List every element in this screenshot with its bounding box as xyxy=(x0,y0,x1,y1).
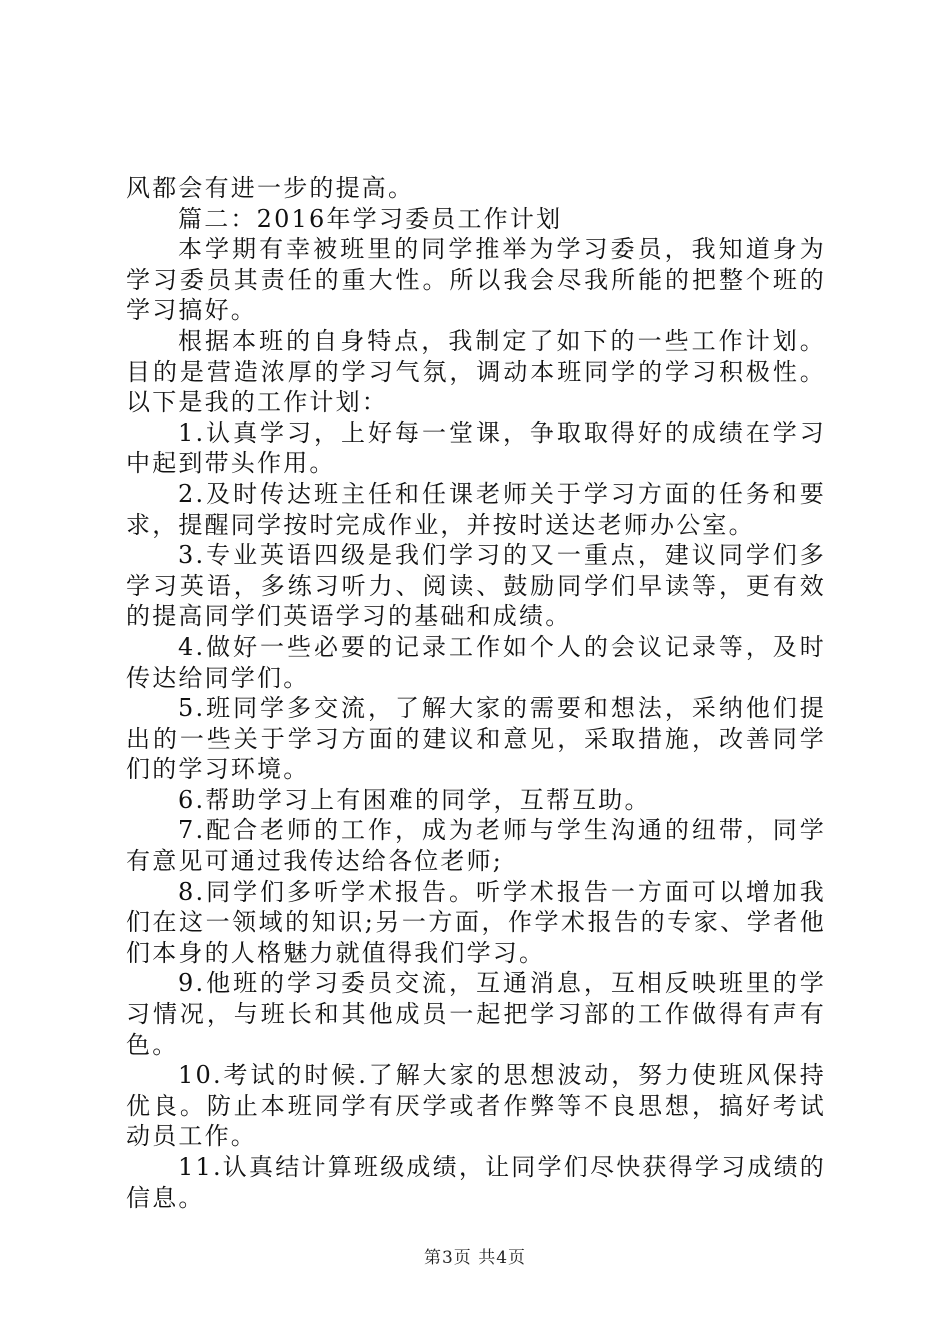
list-item-10: 10.考试的时候.了解大家的思想波动，努力使班风保持优良。防止本班同学有厌学或者作弊等不良思想，搞好考试动员工作。 xyxy=(126,1061,826,1151)
list-item-11: 11.认真结计算班级成绩，让同学们尽快获得学习成绩的信息。 xyxy=(126,1153,826,1212)
list-item-1: 1.认真学习，上好每一堂课，争取取得好的成绩在学习中起到带头作用。 xyxy=(126,418,826,478)
paragraph-continuation: 风都会有进一步的提高。 xyxy=(126,174,415,202)
list-item-2: 2.及时传达班主任和任课老师关于学习方面的任务和要求，提醒同学按时完成作业，并按时送达老师办公室。 xyxy=(126,479,826,539)
list-item-5: 5.班同学多交流，了解大家的需要和想法，采纳他们提出的一些关于学习方面的建议和意见，采取措施，改善同学们的学习环境。 xyxy=(126,694,826,784)
page-number-footer: 第3页 共4页 xyxy=(423,1248,527,1268)
document-body xyxy=(126,173,826,1213)
list-item-8: 8.同学们多听学术报告。听学术报告一方面可以增加我们在这一领域的知识;另一方面，作学术报告的专家、学者他们本身的人格魅力就值得我们学习。 xyxy=(126,877,826,967)
paragraph-intro: 本学期有幸被班里的同学推举为学习委员，我知道身为学习委员其责任的重大性。所以我会尽我所能的把整个班的学习搞好。 xyxy=(126,235,826,325)
list-item-7: 7.配合老师的工作，成为老师与学生沟通的纽带，同学有意见可通过我传达给各位老师; xyxy=(126,816,826,876)
list-item-4: 4.做好一些必要的记录工作如个人的会议记录等，及时传达给同学们。 xyxy=(126,632,826,692)
list-item-6: 6.帮助学习上有困难的同学，互帮互助。 xyxy=(178,785,651,814)
list-item-3: 3.专业英语四级是我们学习的又一重点，建议同学们多学习英语，多练习听力、阅读、鼓励同学们早读等，更有效的提高同学们英语学习的基础和成绩。 xyxy=(126,541,826,631)
paragraph-plan-purpose: 根据本班的自身特点，我制定了如下的一些工作计划。目的是营造浓厚的学习气氛，调动本班同学的学习积极性。以下是我的工作计划： xyxy=(126,326,826,417)
section-heading: 篇二：2016年学习委员工作计划 xyxy=(178,204,563,233)
list-item-9: 9.他班的学习委员交流，互通消息，互相反映班里的学习情况，与班长和其他成员一起把学习部的工作做得有声有色。 xyxy=(126,969,826,1059)
